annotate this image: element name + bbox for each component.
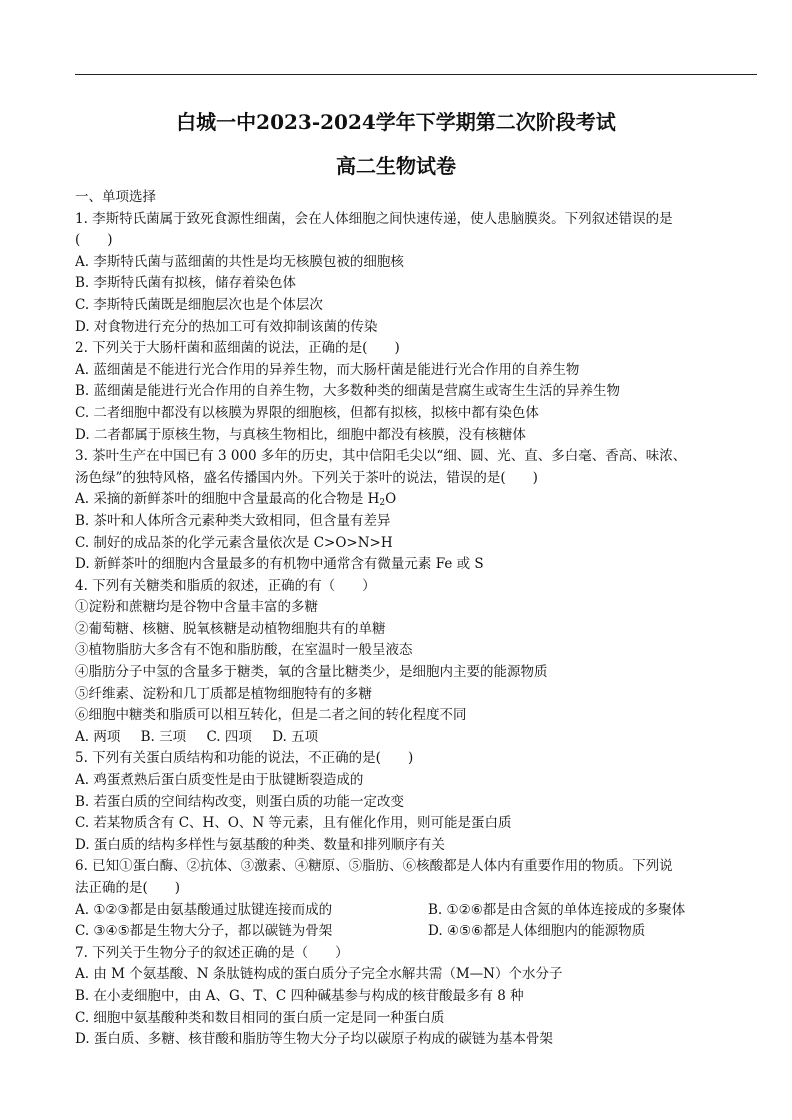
- q4-options: [75, 727, 765, 749]
- q3-option-a-end: O: [385, 491, 397, 508]
- q6-option-d: D. ④⑤⑥都是人体细胞内的能源物质: [428, 923, 646, 940]
- q2-option-d: D. 二者都属于原核生物，与真核生物相比，细胞中都没有核膜，没有核糖体: [75, 426, 526, 443]
- q4-statement-4: ④脂肪分子中氢的含量多于糖类，氧的含量比糖类少，是细胞内主要的能源物质: [75, 664, 548, 681]
- q6-stem-cont: 法正确的是( ): [75, 880, 181, 896]
- q1-stem-cont: ( ): [75, 232, 113, 249]
- q6-options-row-1: [75, 900, 765, 922]
- q1-option-b: B. 李斯特氏菌有拟核，储存着染色体: [75, 275, 297, 292]
- q7-stem: 7. 下列关于生物分子的叙述正确的是（ ）: [75, 944, 349, 961]
- q3-option-a: [75, 489, 765, 511]
- q4-option-c: C. 四项: [206, 728, 252, 745]
- q4-stem: 4. 下列有关糖类和脂质的叙述，正确的有（ ）: [75, 577, 376, 594]
- q4-statement-2: ②葡萄糖、核糖、脱氧核糖是动植物细胞共有的单糖: [75, 620, 386, 637]
- q5-option-b: B. 若蛋白质的空间结构改变，则蛋白质的功能一定改变: [75, 793, 405, 810]
- q5-option-d: D. 蛋白质的结构多样性与氨基酸的种类、数量和排列顺序有关: [75, 836, 445, 853]
- q3-option-c: C. 制好的成品茶的化学元素含量依次是 C>O>N>H: [75, 534, 393, 551]
- q3-option-d: D. 新鲜茶叶的细胞内含量最多的有机物中通常含有微量元素 Fe 或 S: [75, 556, 484, 573]
- q3-option-b: B. 茶叶和人体所含元素种类大致相同，但含量有差异: [75, 512, 391, 529]
- q4-option-b: B. 三项: [140, 728, 187, 745]
- q3-stem-cont: 汤色绿”的独特风格，盛名传播国内外。下列关于茶叶的说法，错误的是( ): [75, 469, 538, 486]
- q6-stem: 6. 已知①蛋白酶、②抗体、③激素、④糖原、⑤脂肪、⑥核酸都是人体内有重要作用的物质。下列说: [75, 858, 673, 875]
- q6-options-row-2: [75, 921, 765, 943]
- q2-option-a: A. 蓝细菌是不能进行光合作用的异养生物，而大肠杆菌是能进行光合作用的自养生物: [75, 361, 580, 378]
- q1-stem: 1. 李斯特氏菌属于致死食源性细菌，会在人体细胞之间快速传递，使人患脑膜炎。下列叙述错误的是: [75, 210, 673, 227]
- q4-statement-5: ⑤纤维素、淀粉和几丁质都是植物细胞特有的多糖: [75, 685, 372, 702]
- q7-option-d: D. 蛋白质、多糖、核苷酸和脂肪等生物大分子均以碳原子构成的碳链为基本骨架: [75, 1031, 553, 1048]
- q3-stem: 3. 茶叶生产在中国已有 3 000 多年的历史，其中信阳毛尖以“细、圆、光、直、多白毫、香高、味浓、: [75, 448, 687, 465]
- q2-option-b: B. 蓝细菌是能进行光合作用的自养生物，大多数种类的细菌是营腐生或寄生生活的异养生物: [75, 383, 621, 400]
- q3-option-a-text: A. 采摘的新鲜茶叶的细胞中含量最高的化合物是 H: [75, 491, 380, 508]
- q7-option-b: B. 在小麦细胞中，由 A、G、T、C 四种碱基参与构成的核苷酸最多有 8 种: [75, 987, 524, 1004]
- q6-option-b: B. ①②⑥都是由含氮的单体连接成的多聚体: [428, 901, 686, 918]
- q4-statement-1: ①淀粉和蔗糖均是谷物中含量丰富的多糖: [75, 599, 318, 616]
- q6-option-c: C. ③④⑤都是生物大分子，都以碳链为骨架: [75, 923, 333, 940]
- exam-subtitle: 高二生物试卷: [336, 154, 456, 178]
- q4-statement-6: ⑥细胞中糖类和脂质可以相互转化，但是二者之间的转化程度不同: [75, 707, 467, 724]
- question-list: [75, 187, 765, 1051]
- q4-option-a: A. 两项: [75, 728, 121, 745]
- q1-option-d: D. 对食物进行充分的热加工可有效抑制该菌的传染: [75, 318, 378, 335]
- q4-statement-3: ③植物脂肪大多含有不饱和脂肪酸，在室温时一般呈液态: [75, 642, 413, 659]
- q4-option-d: D. 五项: [272, 728, 319, 745]
- q3-option-a-subscript: 2: [379, 498, 386, 509]
- q5-stem: 5. 下列有关蛋白质结构和功能的说法，不正确的是( ): [75, 750, 414, 767]
- section-heading: 一、单项选择: [75, 189, 156, 205]
- q7-option-c: C. 细胞中氨基酸种类和数目相同的蛋白质一定是同一种蛋白质: [75, 1009, 445, 1026]
- header-rule: [75, 74, 757, 75]
- q1-option-c: C. 李斯特氏菌既是细胞层次也是个体层次: [75, 296, 323, 313]
- q2-option-c: C. 二者细胞中都没有以核膜为界限的细胞核，但都有拟核，拟核中都有染色体: [75, 404, 539, 421]
- q7-option-a: A. 由 M 个氨基酸、N 条肽链构成的蛋白质分子完全水解共需（M—N）个水分子: [75, 966, 563, 983]
- exam-title: 白城一中2023-2024学年下学期第二次阶段考试: [176, 110, 616, 134]
- q6-option-a: A. ①②③都是由氨基酸通过肽键连接而成的: [75, 901, 333, 918]
- q2-stem: 2. 下列关于大肠杆菌和蓝细菌的说法，正确的是( ): [75, 340, 400, 357]
- q1-option-a: A. 李斯特氏菌与蓝细菌的共性是均无核膜包被的细胞核: [75, 253, 404, 270]
- q5-option-c: C. 若某物质含有 C、H、O、N 等元素，且有催化作用，则可能是蛋白质: [75, 815, 512, 832]
- q5-option-a: A. 鸡蛋煮熟后蛋白质变性是由于肽键断裂造成的: [75, 772, 364, 789]
